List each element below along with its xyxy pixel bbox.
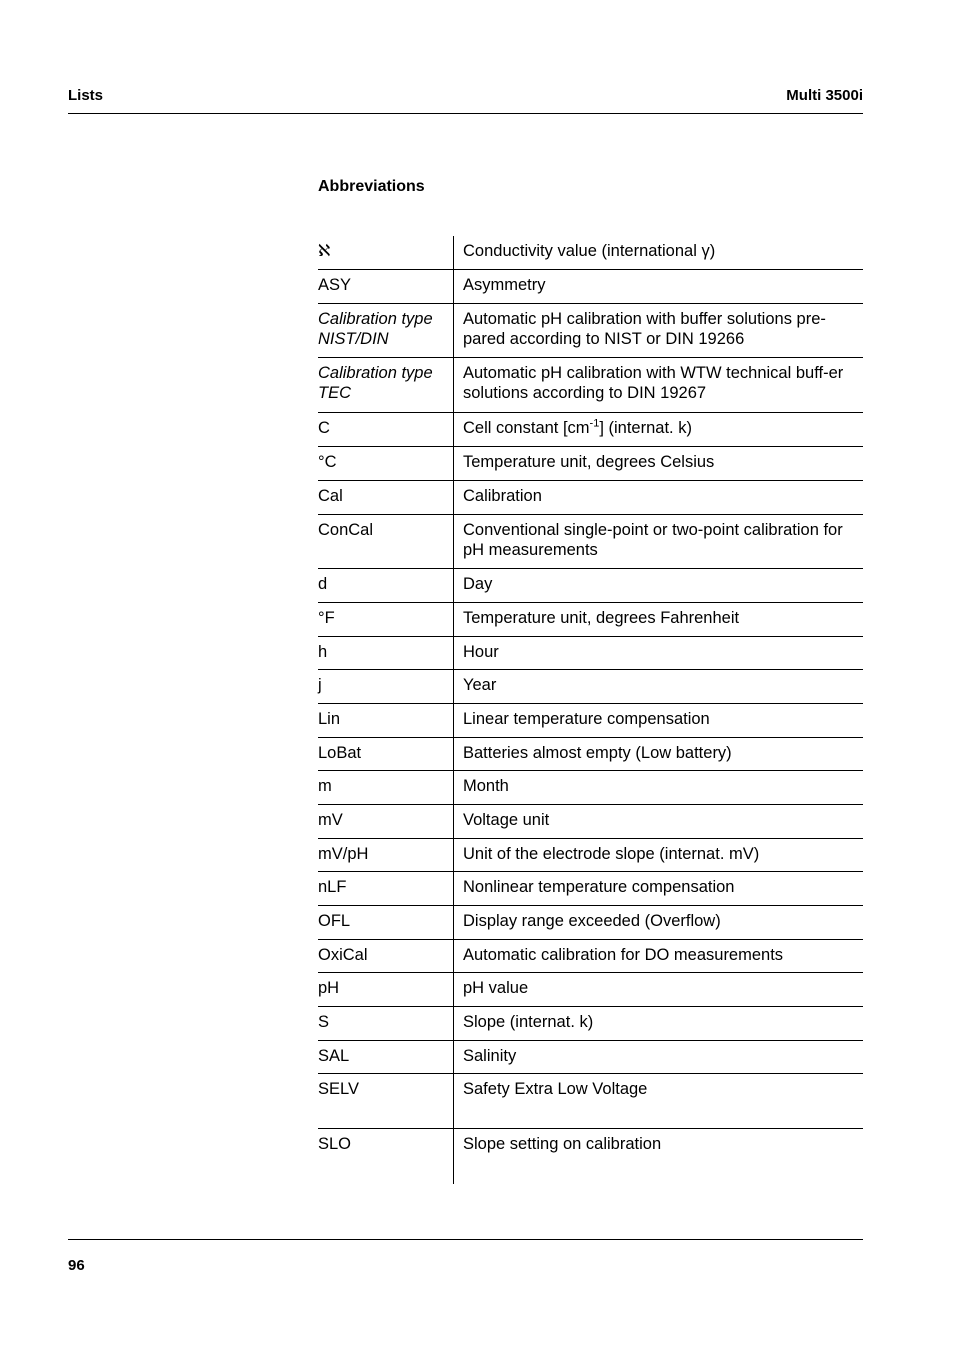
table-row xyxy=(318,704,863,738)
table-row xyxy=(318,872,863,906)
abbreviation-definition: Year xyxy=(463,676,497,694)
abbreviation-term: j xyxy=(318,670,454,703)
abbreviation-term: Lin xyxy=(318,704,454,737)
abbreviation-definition: Temperature unit, degrees Celsius xyxy=(463,453,715,471)
abbreviation-term: h xyxy=(318,637,454,669)
abbreviation-definition: Month xyxy=(463,777,509,795)
table-row xyxy=(318,1007,863,1041)
abbreviation-definition: Automatic pH calibration with buffer solutions pre-pared according to NIST or DIN 19266 xyxy=(463,310,826,348)
abbreviation-definition: Linear temperature compensation xyxy=(463,710,710,728)
abbreviation-term: °F xyxy=(318,603,454,636)
abbreviation-term: mV xyxy=(318,805,454,838)
abbreviation-term: d xyxy=(318,569,454,602)
table-row xyxy=(318,1074,863,1129)
table-row xyxy=(318,569,863,603)
abbreviation-term: OxiCal xyxy=(318,940,454,972)
abbreviation-term: S xyxy=(318,1007,454,1040)
table-row xyxy=(318,413,863,447)
table-row xyxy=(318,906,863,940)
abbreviation-term: °C xyxy=(318,447,454,480)
abbreviation-definition xyxy=(454,413,863,446)
footer-divider xyxy=(68,1239,863,1240)
abbreviation-term: nLF xyxy=(318,872,454,905)
abbreviation-definition: Temperature unit, degrees Fahrenheit xyxy=(463,609,740,627)
abbreviation-term: SELV xyxy=(318,1074,454,1128)
table-row xyxy=(318,771,863,805)
abbreviation-definition: Unit of the electrode slope (internat. mV) xyxy=(463,845,760,863)
abbreviations-table xyxy=(318,236,863,1184)
abbreviation-term: Calibration type TEC xyxy=(318,358,454,412)
abbreviation-definition: Nonlinear temperature compensation xyxy=(463,878,735,896)
abbreviation-term: pH xyxy=(318,973,454,1006)
table-row xyxy=(318,1129,863,1184)
table-row xyxy=(318,236,863,270)
running-header-left: Lists xyxy=(68,87,104,104)
abbreviation-definition: Batteries almost empty (Low battery) xyxy=(463,744,732,762)
abbreviation-definition: Hour xyxy=(463,643,499,661)
abbreviation-term: ℵ xyxy=(318,236,454,269)
abbreviation-term: Calibration type NIST/DIN xyxy=(318,304,454,357)
abbreviation-definition: Voltage unit xyxy=(463,811,550,829)
table-row xyxy=(318,973,863,1007)
abbreviation-term: C xyxy=(318,413,454,446)
table-row xyxy=(318,670,863,704)
section-title: Abbreviations xyxy=(318,178,425,195)
table-row xyxy=(318,304,863,358)
table-row xyxy=(318,603,863,637)
abbreviation-term: ConCal xyxy=(318,515,454,568)
page-number: 96 xyxy=(68,1257,85,1274)
table-row xyxy=(318,515,863,569)
header-divider xyxy=(68,113,863,114)
definition-text: ] (internat. k) xyxy=(599,419,692,437)
abbreviation-definition: Asymmetry xyxy=(463,276,546,294)
abbreviation-definition: Slope (internat. k) xyxy=(463,1013,594,1031)
table-row xyxy=(318,270,863,304)
abbreviation-definition: Calibration xyxy=(463,487,542,505)
abbreviation-term: SLO xyxy=(318,1129,454,1184)
table-row xyxy=(318,738,863,771)
abbreviation-definition: Salinity xyxy=(463,1047,517,1065)
abbreviation-definition: Conventional single-point or two-point calibration for pH measurements xyxy=(463,521,843,559)
table-row xyxy=(318,481,863,515)
abbreviation-term: m xyxy=(318,771,454,804)
abbreviation-definition: Safety Extra Low Voltage xyxy=(463,1080,648,1098)
definition-text: Cell constant [cm xyxy=(463,419,590,437)
abbreviation-definition: Automatic calibration for DO measurements xyxy=(463,946,784,964)
definition-superscript: -1 xyxy=(589,417,600,430)
abbreviation-definition: Day xyxy=(463,575,493,593)
table-row xyxy=(318,940,863,973)
abbreviation-term: OFL xyxy=(318,906,454,939)
abbreviation-term: Cal xyxy=(318,481,454,514)
abbreviation-definition: Conductivity value (international γ) xyxy=(463,242,716,260)
abbreviation-term: LoBat xyxy=(318,738,454,770)
abbreviation-definition: Slope setting on calibration xyxy=(463,1135,662,1153)
abbreviation-term: ASY xyxy=(318,270,454,303)
table-row xyxy=(318,447,863,481)
table-row xyxy=(318,839,863,872)
running-header-right: Multi 3500i xyxy=(786,87,863,104)
table-row xyxy=(318,805,863,839)
table-row xyxy=(318,358,863,413)
table-row xyxy=(318,1041,863,1074)
abbreviation-term: SAL xyxy=(318,1041,454,1073)
table-row xyxy=(318,637,863,670)
abbreviation-definition: Automatic pH calibration with WTW technical buff-er solutions according to DIN 19267 xyxy=(463,364,844,402)
abbreviation-definition: pH value xyxy=(463,979,529,997)
abbreviation-term: mV/pH xyxy=(318,839,454,871)
abbreviation-definition: Display range exceeded (Overflow) xyxy=(463,912,721,930)
